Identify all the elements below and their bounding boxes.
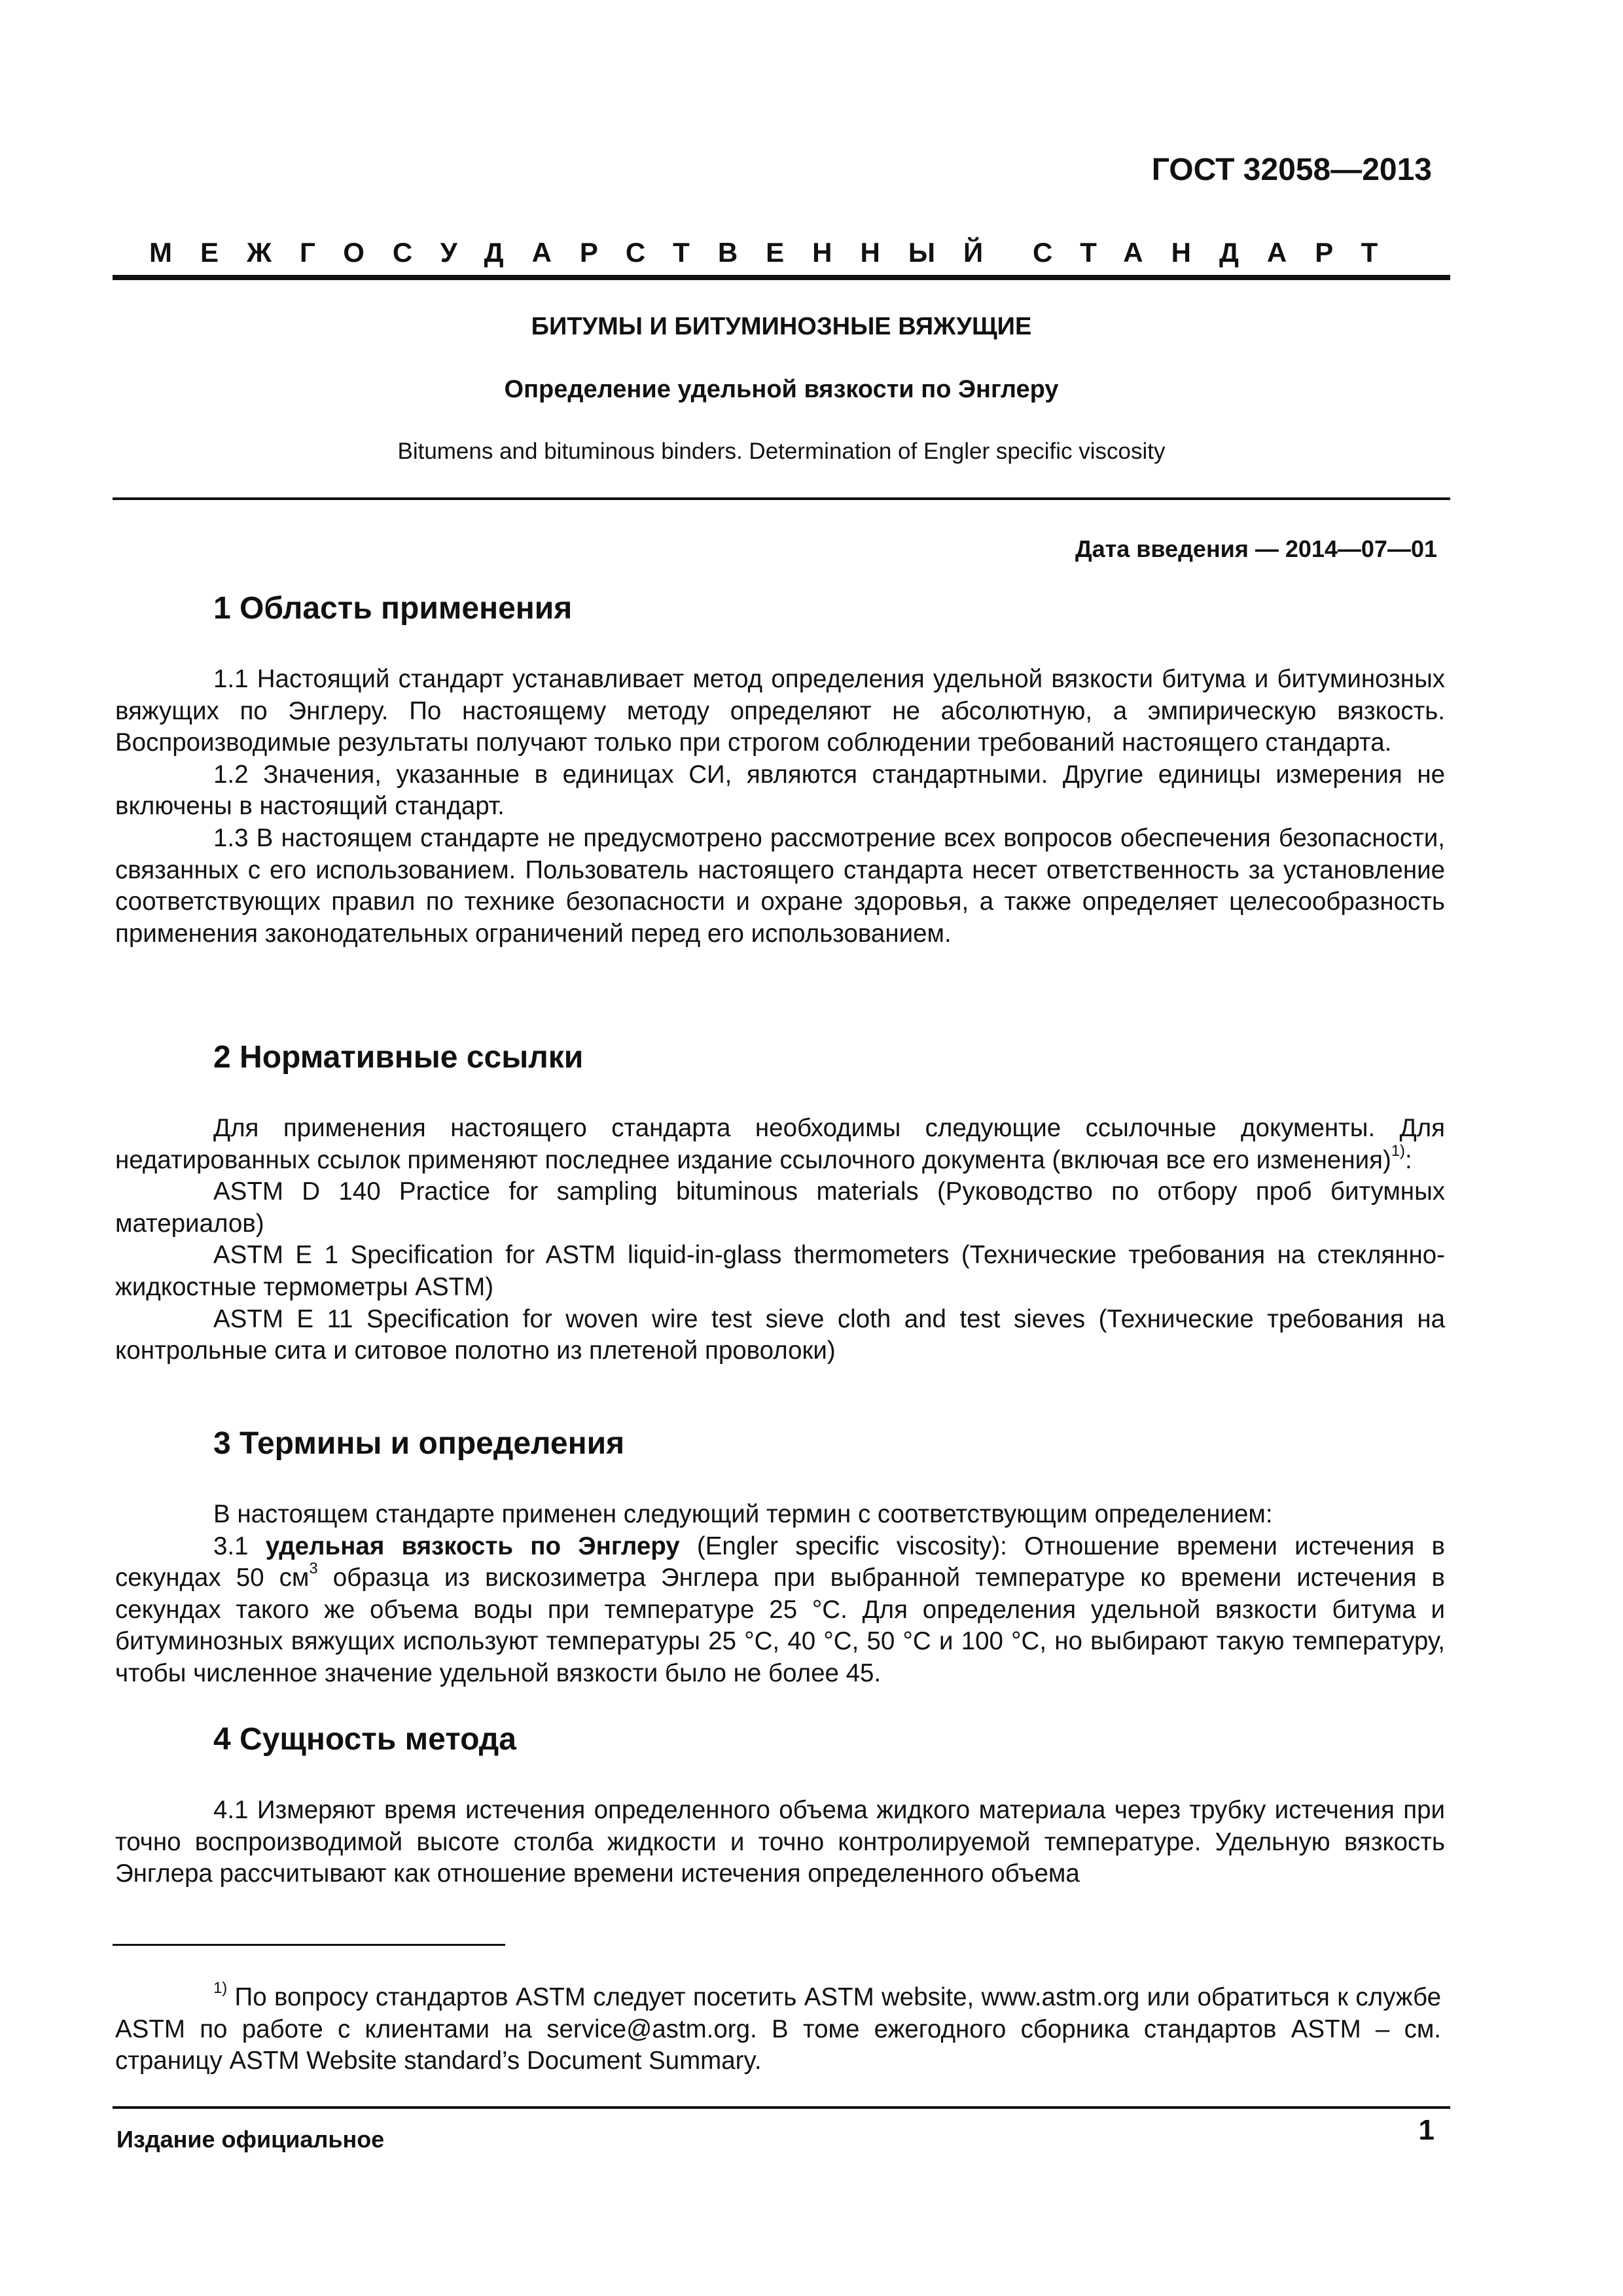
paragraph-1-2: 1.2 Значения, указанные в единицах СИ, являются стандартными. Другие единицы измерения не включены в настоящий стандарт.	[115, 760, 1445, 821]
section-4-body	[115, 1795, 1445, 1890]
section-3-body	[115, 1499, 1445, 1690]
document-subtitle: Определение удельной вязкости по Энглеру	[504, 376, 1059, 403]
reference-astm-e1: ASTM E 1 Specification for ASTM liquid-in-glass thermometers (Технические требования на стеклянно-жидкостные термометры ASTM)	[115, 1241, 1445, 1301]
term-definition-part2: образца из вискозиметра Энглера при выбранной температуре ко времени истечения в секундах такого же объема воды при температуре 25 °С. Для определения удельной вязкости битума и битуминозных вяжущих используют температуры 25 °С, 40 °С, 50 °С и 100 °С, но выбирают такую температуру, чтобы численное значение удельной вязкости было не более 45.	[115, 1564, 1446, 1687]
section-1-body	[115, 664, 1445, 950]
title-rule	[113, 497, 1450, 500]
document-title: БИТУМЫ И БИТУМИНОЗНЫЕ ВЯЖУЩИЕ	[531, 313, 1032, 340]
footnote-marker: 1)	[213, 1979, 228, 1997]
footnote-paragraph	[115, 1979, 1441, 2077]
document-code: ГОСТ 32058—2013	[1151, 152, 1432, 187]
section-2-body	[115, 1113, 1445, 1367]
terms-intro: В настоящем стандарте применен следующий термин с соответствующим определением:	[213, 1500, 1273, 1528]
cubic-superscript: 3	[309, 1560, 318, 1578]
official-edition-label: Издание официальное	[116, 2126, 385, 2153]
footnote-separator	[113, 1944, 505, 1946]
references-intro-text: Для применения настоящего стандарта необходимы следующие ссылочные документы. Для недатированных ссылок применяют последнее издание ссылочного документа (включая все его изменения)	[115, 1114, 1445, 1174]
term-name: удельная вязкость по Энглеру	[265, 1532, 680, 1560]
footnote-reference: 1)	[1391, 1141, 1405, 1160]
introduction-date: Дата введения — 2014—07—01	[1075, 535, 1437, 562]
paragraph-1-3: 1.3 В настоящем стандарте не предусмотрено рассмотрение всех вопросов обеспечения безопасности, связанных с его использованием. Пользователь настоящего стандарта несет ответственность за установление соответствующих правил по технике безопасности и охране здоровья, а также определяет целесообразность применения законодательных ограничений перед его использованием.	[115, 823, 1445, 948]
reference-astm-e11: ASTM E 11 Specification for woven wire test sieve cloth and test sieves (Технические требования на контрольные сита и ситовое полотно из плетеной проволоки)	[115, 1304, 1445, 1365]
term-number: 3.1	[213, 1532, 266, 1560]
paragraph-4-1: 4.1 Измеряют время истечения определенного объема жидкого материала через трубку истечения при точно воспроизводимой высоте столба жидкости и точно контролируемой температуре. Удельную вязкость Энглера рассчитывают как отношение времени истечения определенного объема	[115, 1796, 1445, 1888]
interstate-standard-banner	[149, 237, 1406, 268]
references-intro-tail: :	[1405, 1145, 1412, 1174]
banner-word-standard: СТАНДАРТ	[1033, 237, 1406, 268]
section-2-heading: 2 Нормативные ссылки	[213, 1040, 584, 1075]
section-1-heading: 1 Область применения	[213, 591, 573, 626]
references-intro	[115, 1113, 1445, 1176]
term-definition-part1: (Engler specific viscosity): Отношение времени истечения в секундах 50 см	[115, 1532, 1445, 1592]
reference-astm-d140: ASTM D 140 Practice for sampling bituminous materials (Руководство по отбору проб битумных материалов)	[115, 1177, 1445, 1238]
section-4-heading: 4 Сущность метода	[213, 1722, 516, 1757]
paragraph-1-1: 1.1 Настоящий стандарт устанавливает метод определения удельной вязкости битума и битуминозных вяжущих по Энглеру. По настоящему методу определяют не абсолютную, а эмпирическую вязкость. Воспроизводимые результаты получают только при строгом соблюдении требований настоящего стандарта.	[115, 665, 1445, 757]
page-number: 1	[1418, 2114, 1435, 2146]
section-3-heading: 3 Термины и определения	[213, 1426, 625, 1461]
banner-word-interstate: МЕЖГОСУДАРСТВЕННЫЙ	[149, 237, 1012, 268]
term-definition	[115, 1531, 1445, 1690]
header-rule	[113, 275, 1450, 280]
document-title-english: Bitumens and bituminous binders. Determination of Engler specific viscosity	[397, 439, 1166, 464]
footer-rule	[113, 2106, 1450, 2109]
footnote-text: По вопросу стандартов ASTM следует посетить ASTM website, www.astm.org или обратиться к службе ASTM по работе с клиентами на service@astm.org. В томе ежегодного сборника стандартов ASTM – см. страницу ASTM Website standard’s Document Summary.	[115, 1983, 1441, 2075]
footnote	[115, 1979, 1441, 2077]
